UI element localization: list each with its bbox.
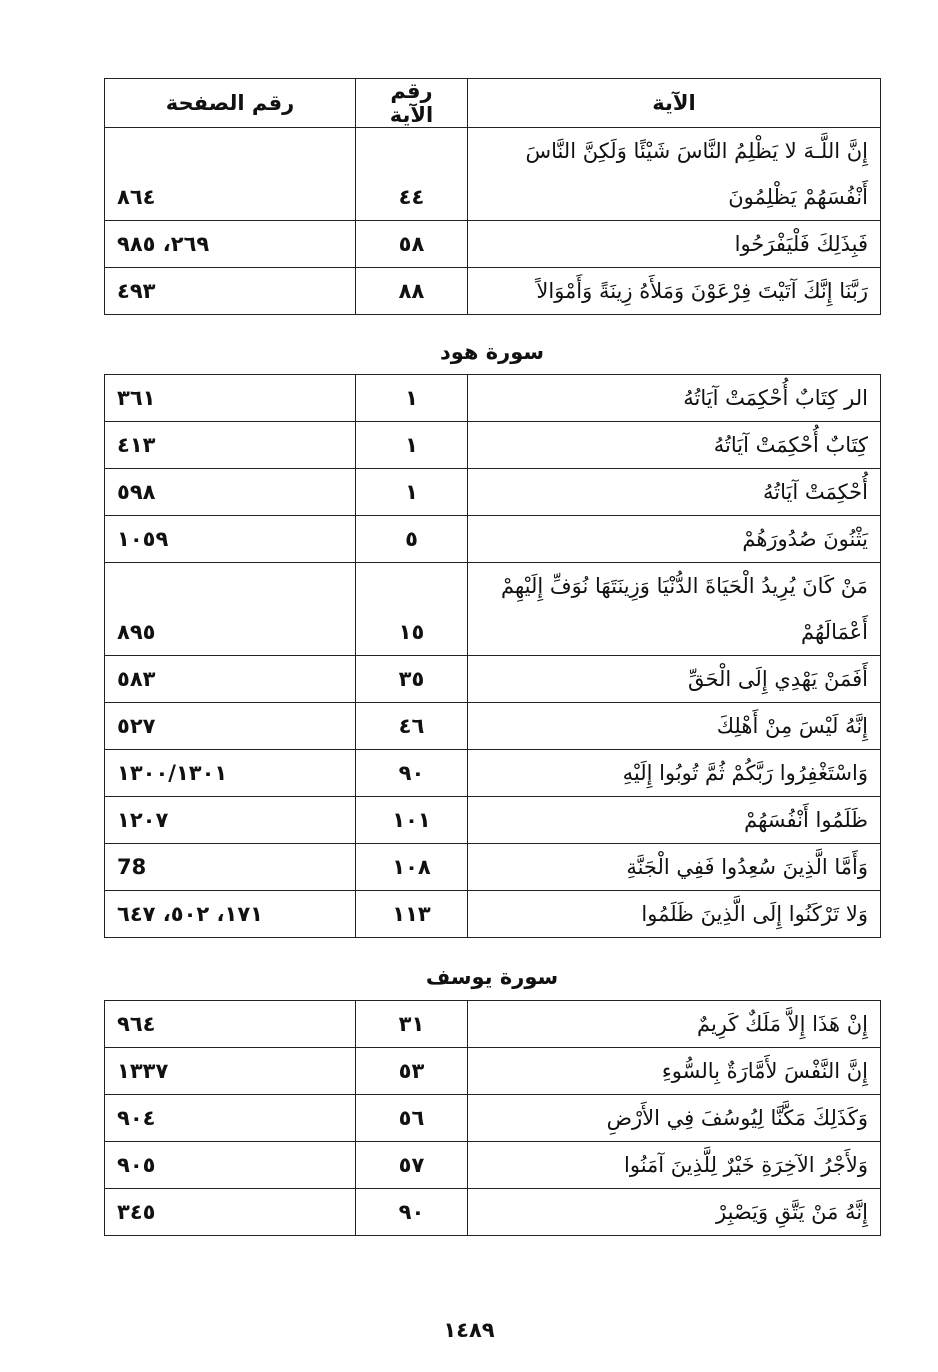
index-table-continued	[104, 78, 881, 315]
sura-title-hud: سورة هود	[439, 340, 545, 364]
verse-number: ١٠١	[356, 797, 468, 844]
page-reference: ١٣٠٠/١٣٠١	[105, 750, 356, 797]
verse-number: ٩٠	[356, 750, 468, 797]
page-reference: ٤١٣	[105, 422, 356, 469]
verse-number: ١١٣	[356, 891, 468, 938]
aya-text: وَلا تَرْكَنُوا إِلَى الَّذِينَ ظَلَمُوا	[468, 891, 881, 938]
table-row	[105, 703, 881, 750]
page-reference: ٩٦٤	[105, 1001, 356, 1048]
aya-text: وَاسْتَغْفِرُوا رَبَّكُمْ ثُمَّ تُوبُوا إِلَيْهِ	[468, 750, 881, 797]
aya-text: مَنْ كَانَ يُرِيدُ الْحَيَاةَ الدُّنْيَا وَزِينَتَهَا نُوَفِّ إِلَيْهِمْ أَعْمَالَهُمْ	[468, 563, 881, 656]
table-row	[105, 422, 881, 469]
aya-text: إِنَّهُ لَيْسَ مِنْ أَهْلِكَ	[468, 703, 881, 750]
aya-text: ظَلَمُوا أَنْفُسَهُمْ	[468, 797, 881, 844]
aya-text: إِنَّهُ مَنْ يَتَّقِ وَيَصْبِرْ	[468, 1189, 881, 1236]
page-reference: ١٢٠٧	[105, 797, 356, 844]
table-row	[105, 891, 881, 938]
page-reference: ١٧١، ٥٠٢، ٦٤٧	[105, 891, 356, 938]
aya-text: إِنَّ النَّفْسَ لأَمَّارَةٌ بِالسُّوءِ	[468, 1048, 881, 1095]
verse-number: ٩٠	[356, 1189, 468, 1236]
page-reference: ١٠٥٩	[105, 516, 356, 563]
verse-number: ١	[356, 469, 468, 516]
sura-title-yusuf: سورة يوسف	[425, 965, 559, 989]
table-row	[105, 844, 881, 891]
aya-text: أَفَمَنْ يَهْدِي إِلَى الْحَقِّ	[468, 656, 881, 703]
aya-text: وَأَمَّا الَّذِينَ سُعِدُوا فَفِي الْجَنَّةِ	[468, 844, 881, 891]
table-row	[105, 375, 881, 422]
page-reference: ٨٦٤	[105, 128, 356, 221]
table-row	[105, 268, 881, 315]
table-row	[105, 1095, 881, 1142]
page-reference: ٣٦١	[105, 375, 356, 422]
table-row	[105, 1189, 881, 1236]
page-reference: ٤٩٣	[105, 268, 356, 315]
aya-text: وَلأَجْرُ الآخِرَةِ خَيْرٌ لِلَّذِينَ آمَنُوا	[468, 1142, 881, 1189]
verse-number: ٨٨	[356, 268, 468, 315]
table-row	[105, 563, 881, 656]
verse-number: ١٠٨	[356, 844, 468, 891]
verse-number: ٤٦	[356, 703, 468, 750]
page-reference: ٨٩٥	[105, 563, 356, 656]
table-row	[105, 1142, 881, 1189]
aya-text: إِنْ هَذَا إِلاَّ مَلَكٌ كَرِيمٌ	[468, 1001, 881, 1048]
page-number: ١٤٨٩	[443, 1318, 495, 1342]
aya-text: يَثْنُونَ صُدُورَهُمْ	[468, 516, 881, 563]
column-header-verse-number: رقم الآية	[356, 79, 468, 128]
table-row	[105, 1048, 881, 1095]
verse-number: ٣٥	[356, 656, 468, 703]
aya-text: فَبِذَلِكَ فَلْيَفْرَحُوا	[468, 221, 881, 268]
aya-text: رَبَّنَا إِنَّكَ آتَيْتَ فِرْعَوْنَ وَمَلأَهُ زِينَةً وَأَمْوَالاً	[468, 268, 881, 315]
verse-number: ٣١	[356, 1001, 468, 1048]
index-table-hud	[104, 374, 881, 938]
page-reference: ٥٢٧	[105, 703, 356, 750]
verse-number: ٥٣	[356, 1048, 468, 1095]
aya-text: كِتَابٌ أُحْكِمَتْ آيَاتُهُ	[468, 422, 881, 469]
table-row	[105, 750, 881, 797]
column-header-page-number: رقم الصفحة	[105, 79, 356, 128]
table-row	[105, 221, 881, 268]
table-row	[105, 1001, 881, 1048]
page-reference: ٥٩٨	[105, 469, 356, 516]
page-reference: ٩٠٥	[105, 1142, 356, 1189]
aya-text: إِنَّ اللَّـهَ لا يَظْلِمُ النَّاسَ شَيْئًا وَلَكِنَّ النَّاسَ أَنْفُسَهُمْ يَظْلِمُونَ	[468, 128, 881, 221]
table-row	[105, 469, 881, 516]
table-row	[105, 797, 881, 844]
page-reference: ٢٦٩، ٩٨٥	[105, 221, 356, 268]
verse-number: ٤٤	[356, 128, 468, 221]
table-row	[105, 656, 881, 703]
table-header-row	[105, 79, 881, 128]
verse-number: ٥٦	[356, 1095, 468, 1142]
verse-number: ٥٨	[356, 221, 468, 268]
verse-number: ١	[356, 375, 468, 422]
table-row	[105, 128, 881, 221]
verse-number: ١٥	[356, 563, 468, 656]
column-header-aya: الآية	[468, 79, 881, 128]
page-reference: ٥٨٣	[105, 656, 356, 703]
aya-text: وَكَذَلِكَ مَكَّنَّا لِيُوسُفَ فِي الأَرْضِ	[468, 1095, 881, 1142]
aya-text: الر كِتَابٌ أُحْكِمَتْ آيَاتُهُ	[468, 375, 881, 422]
page-reference: ٣٤٥	[105, 1189, 356, 1236]
aya-text: أُحْكِمَتْ آيَاتُهُ	[468, 469, 881, 516]
page-reference: ٩٠٤	[105, 1095, 356, 1142]
verse-number: ٥٧	[356, 1142, 468, 1189]
verse-number: ١	[356, 422, 468, 469]
table-row	[105, 516, 881, 563]
page-reference: 78	[105, 844, 356, 891]
verse-number: ٥	[356, 516, 468, 563]
page-reference: ١٣٣٧	[105, 1048, 356, 1095]
index-table-yusuf	[104, 1000, 881, 1236]
